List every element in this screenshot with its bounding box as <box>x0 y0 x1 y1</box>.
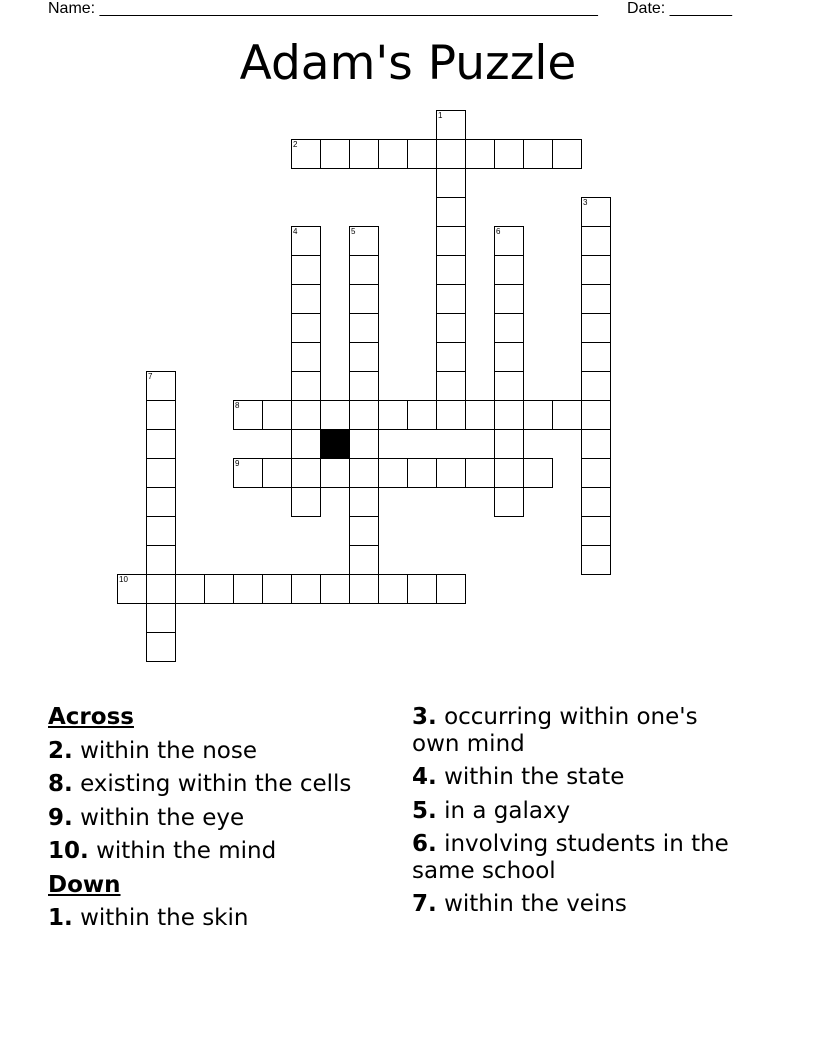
grid-cell[interactable] <box>262 574 292 604</box>
grid-cell[interactable] <box>494 226 524 256</box>
grid-cell[interactable] <box>407 574 437 604</box>
grid-cell[interactable] <box>407 400 437 430</box>
grid-cell[interactable] <box>436 168 466 198</box>
grid-cell[interactable] <box>349 429 379 459</box>
grid-cell[interactable] <box>204 574 234 604</box>
grid-cell[interactable] <box>581 516 611 546</box>
grid-cell[interactable] <box>581 197 611 227</box>
grid-cell[interactable] <box>378 574 408 604</box>
grid-cell[interactable] <box>494 400 524 430</box>
across-heading: Across <box>48 704 134 730</box>
grid-cell[interactable] <box>233 574 263 604</box>
grid-cell[interactable] <box>436 255 466 285</box>
grid-cell[interactable] <box>494 458 524 488</box>
grid-cell[interactable] <box>552 400 582 430</box>
grid-cell[interactable] <box>407 458 437 488</box>
grid-cell[interactable] <box>581 429 611 459</box>
grid-cell[interactable] <box>581 342 611 372</box>
clue-number: 5 <box>351 227 356 236</box>
clue-across-8: 8. existing within the cells <box>48 771 352 797</box>
date-blank-line: _______ <box>669 0 732 17</box>
grid-cell[interactable] <box>320 574 350 604</box>
grid-cell[interactable] <box>291 429 321 459</box>
grid-cell[interactable] <box>494 371 524 401</box>
grid-cell[interactable] <box>581 487 611 517</box>
grid-cell[interactable] <box>233 458 263 488</box>
clue-across-2: 2. within the nose <box>48 737 257 764</box>
grid-cell[interactable] <box>436 284 466 314</box>
blocked-cell <box>320 429 350 459</box>
name-blank-line: ________________________________________________________ <box>99 0 598 17</box>
grid-cell[interactable] <box>581 458 611 488</box>
grid-cell[interactable] <box>436 226 466 256</box>
grid-cell[interactable] <box>552 139 582 169</box>
grid-cell[interactable] <box>291 458 321 488</box>
grid-cell[interactable] <box>291 371 321 401</box>
grid-cell[interactable] <box>291 574 321 604</box>
grid-cell[interactable] <box>436 458 466 488</box>
grid-cell[interactable] <box>146 400 176 430</box>
grid-cell[interactable] <box>494 313 524 343</box>
clue-down-6: 6. involving students in the same school <box>412 831 729 884</box>
grid-cell[interactable] <box>349 342 379 372</box>
grid-cell[interactable] <box>407 139 437 169</box>
grid-cell[interactable] <box>349 574 379 604</box>
grid-cell[interactable] <box>175 574 205 604</box>
grid-cell[interactable] <box>320 400 350 430</box>
grid-cell[interactable] <box>349 487 379 517</box>
grid-cell[interactable] <box>465 400 495 430</box>
clue-number: 3 <box>583 198 588 207</box>
grid-cell[interactable] <box>349 255 379 285</box>
clue-number: 8 <box>235 401 240 410</box>
grid-cell[interactable] <box>523 139 553 169</box>
grid-cell[interactable] <box>233 400 263 430</box>
grid-cell[interactable] <box>436 342 466 372</box>
grid-cell[interactable] <box>436 139 466 169</box>
grid-cell[interactable] <box>581 371 611 401</box>
name-label: Name: <box>48 0 96 17</box>
clue-number: 7 <box>148 372 153 381</box>
grid-cell[interactable] <box>581 313 611 343</box>
clue-across-10: 10. within the mind <box>48 838 277 864</box>
grid-cell[interactable] <box>581 284 611 314</box>
grid-cell[interactable] <box>349 458 379 488</box>
grid-cell[interactable] <box>291 400 321 430</box>
grid-cell[interactable] <box>291 487 321 517</box>
grid-cell[interactable] <box>523 458 553 488</box>
grid-cell[interactable] <box>117 574 147 604</box>
date-label: Date: <box>627 0 666 17</box>
clue-number: 1 <box>438 111 443 120</box>
clue-number: 2 <box>293 140 298 149</box>
clues-left-column <box>48 701 408 936</box>
grid-cell[interactable] <box>291 313 321 343</box>
grid-cell[interactable] <box>378 139 408 169</box>
grid-cell[interactable] <box>146 632 176 662</box>
clue-across-9: 9. within the eye <box>48 804 245 831</box>
grid-cell[interactable] <box>349 139 379 169</box>
clue-down-3: 3. occurring within one's own mind <box>412 704 698 757</box>
grid-cell[interactable] <box>436 197 466 227</box>
grid-cell[interactable] <box>436 400 466 430</box>
grid-cell[interactable] <box>581 255 611 285</box>
grid-cell[interactable] <box>262 400 292 430</box>
grid-cell[interactable] <box>146 545 176 575</box>
grid-cell[interactable] <box>349 313 379 343</box>
grid-cell[interactable] <box>349 284 379 314</box>
clue-number: 9 <box>235 459 240 468</box>
grid-cell[interactable] <box>494 139 524 169</box>
page-title: Adam's Puzzle <box>239 36 577 91</box>
grid-cell[interactable] <box>494 342 524 372</box>
grid-cell[interactable] <box>436 574 466 604</box>
grid-cell[interactable] <box>494 487 524 517</box>
grid-cell[interactable] <box>494 255 524 285</box>
grid-cell[interactable] <box>581 226 611 256</box>
grid-cell[interactable] <box>146 371 176 401</box>
grid-cell[interactable] <box>349 400 379 430</box>
grid-cell[interactable] <box>349 516 379 546</box>
grid-cell[interactable] <box>262 458 292 488</box>
clue-down-7: 7. within the veins <box>412 891 627 917</box>
grid-cell[interactable] <box>349 371 379 401</box>
grid-cell[interactable] <box>378 458 408 488</box>
grid-cell[interactable] <box>320 139 350 169</box>
grid-cell[interactable] <box>436 110 466 140</box>
grid-cell[interactable] <box>436 313 466 343</box>
grid-cell[interactable] <box>349 545 379 575</box>
clue-down-1: 1. within the skin <box>48 905 249 931</box>
grid-cell[interactable] <box>378 400 408 430</box>
grid-cell[interactable] <box>146 487 176 517</box>
down-heading: Down <box>48 871 121 898</box>
clue-number: 4 <box>293 227 298 236</box>
grid-cell[interactable] <box>146 429 176 459</box>
grid-cell[interactable] <box>291 255 321 285</box>
grid-cell[interactable] <box>436 371 466 401</box>
grid-cell[interactable] <box>291 284 321 314</box>
grid-cell[interactable] <box>320 458 350 488</box>
grid-cell[interactable] <box>146 458 176 488</box>
grid-cell[interactable] <box>465 139 495 169</box>
clues-right-column <box>412 701 752 922</box>
grid-cell[interactable] <box>291 139 321 169</box>
clue-down-4: 4. within the state <box>412 764 625 790</box>
clue-number: 6 <box>496 227 501 236</box>
grid-cell[interactable] <box>494 429 524 459</box>
grid-cell[interactable] <box>581 400 611 430</box>
grid-cell[interactable] <box>291 342 321 372</box>
grid-cell[interactable] <box>349 226 379 256</box>
grid-cell[interactable] <box>494 284 524 314</box>
clue-number: 10 <box>119 575 128 584</box>
grid-cell[interactable] <box>465 458 495 488</box>
clue-down-5: 5. in a galaxy <box>412 797 571 824</box>
grid-cell[interactable] <box>146 516 176 546</box>
grid-cell[interactable] <box>291 226 321 256</box>
grid-cell[interactable] <box>146 603 176 633</box>
grid-cell[interactable] <box>146 574 176 604</box>
grid-cell[interactable] <box>581 545 611 575</box>
grid-cell[interactable] <box>523 400 553 430</box>
